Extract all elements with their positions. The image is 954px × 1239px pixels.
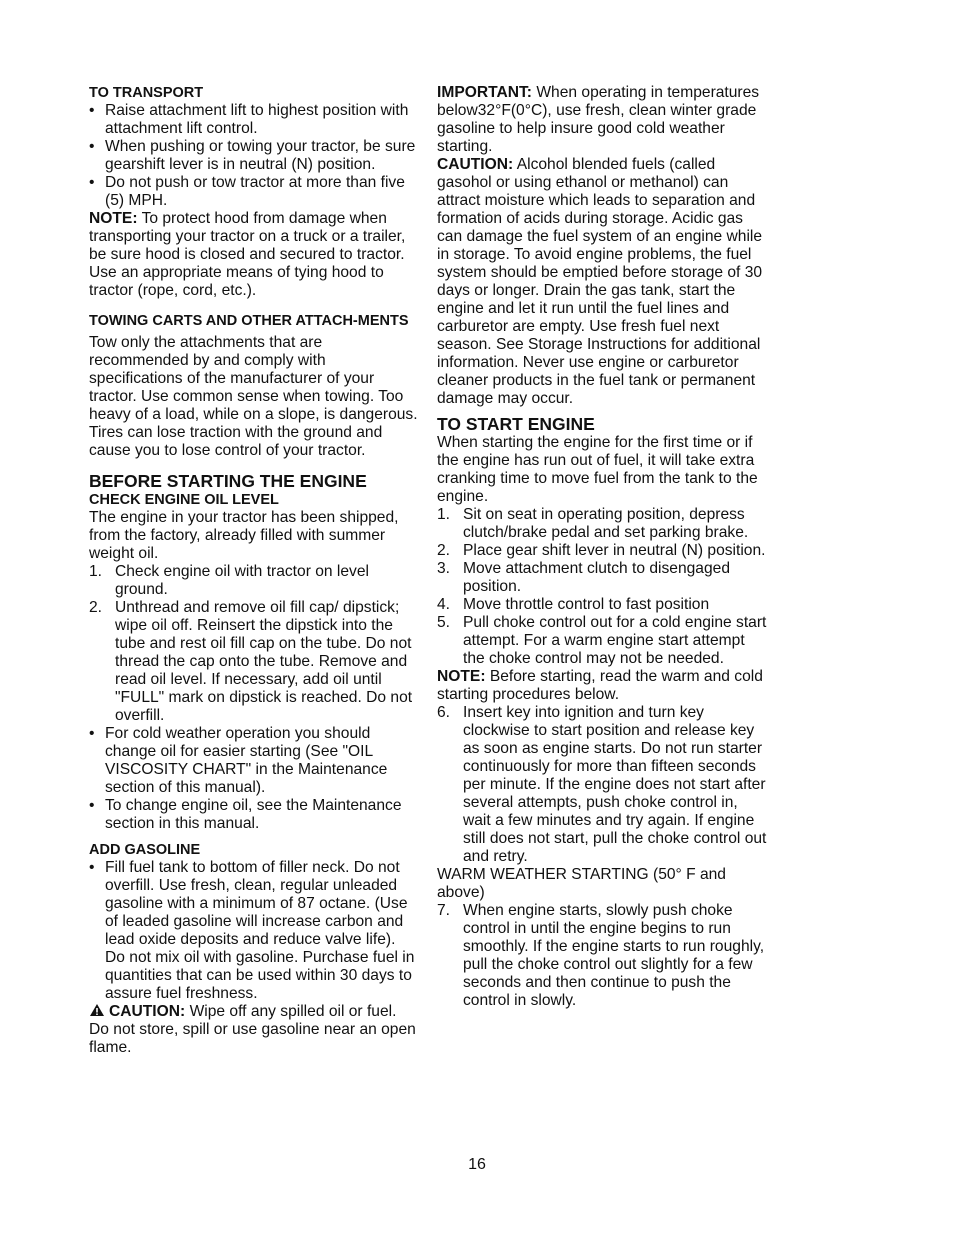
transport-bullet: • Do not push or tow tractor at more than five (5) MPH. xyxy=(89,174,405,209)
start-step: 3. Move attachment clutch to disengaged position. xyxy=(437,560,730,595)
note-label: NOTE: xyxy=(437,668,486,685)
left-column xyxy=(89,84,419,1057)
start-step: 1. Sit on seat in operating position, depress clutch/brake pedal and set parking brake. xyxy=(437,506,749,541)
oil-step: 1. Check engine oil with tractor on level ground. xyxy=(89,563,369,598)
alcohol-caution-paragraph: CAUTION: Alcohol blended fuels (called gasohol or using ethanol or methanol) can attract moisture which leads to separation and formation of acids during storage. Acidic gas can damage the fuel system of an engine while in storage. To avoid engine problems, the fuel system should be emptied before storage of 30 days or longer. Drain the gas tank, start the engine and let it run until the fuel lines and carburetor are empty. Use fresh fuel next season. See Storage Instructions for additional information. Never use engine or carburetor cleaner products in the fuel tank or permanent damage may occur. xyxy=(437,156,763,407)
add-gasoline-heading: ADD GASOLINE xyxy=(89,842,201,858)
gasoline-caution: CAUTION: Wipe off any spilled oil or fuel. Do not store, spill or use gasoline near an open flame. xyxy=(89,1003,416,1056)
before-starting-heading: BEFORE STARTING THE ENGINE xyxy=(89,471,367,491)
towing-text: Tow only the attachments that are recommended by and comply with specifications of the manufacturer of your tractor. Use common sense when towing. Too heavy of a load, while on a slope, is dangerous. Tires can lose traction with the ground and cause you to lose control of your tractor. xyxy=(89,334,418,459)
start-step: 7. When engine starts, slowly push choke control in until the engine begins to run smoothly. If the engine starts to run roughly, pull the choke control out slightly for a few seconds and then continue to push the control in slowly. xyxy=(437,902,765,1009)
oil-bullet: • To change engine oil, see the Maintenance section in this manual. xyxy=(89,797,402,832)
oil-step: 2. Unthread and remove oil fill cap/ dipstick; wipe oil off. Reinsert the dipstick into the tube and rest oil fill cap on the tube. Do not thread the cap onto the tube. Remove and read oil level. If necessary, add oil until "FULL" mark on dipstick is reached. Do not overfill. xyxy=(89,599,413,724)
towing-heading: TOWING CARTS AND OTHER ATTACH-MENTS xyxy=(89,313,409,329)
page-number: 16 xyxy=(468,1156,486,1173)
transport-bullet: • Raise attachment lift to highest position with attachment lift control. xyxy=(89,102,409,137)
start-step: 4. Move throttle control to fast position xyxy=(437,596,710,613)
start-step: 6. Insert key into ignition and turn key clockwise to start position and release key as soon as engine starts. Do not run starter continuously for more than fifteen seconds per minute. If the engine does not start after several attempts, push choke control in, wait a few minutes and try again. If engine still does not start, pull the choke control out and retry. xyxy=(437,704,767,865)
transport-bullet: • When pushing or towing your tractor, be sure gearshift lever is in neutral (N) position. xyxy=(89,138,416,173)
warning-triangle-icon xyxy=(89,1003,105,1017)
start-step: 5. Pull choke control out for a cold engine start attempt. For a warm engine start attempt the choke control may not be needed. xyxy=(437,614,767,667)
right-column xyxy=(437,84,767,1010)
transport-heading: TO TRANSPORT xyxy=(89,85,204,101)
caution-label: CAUTION: xyxy=(109,1003,186,1020)
warm-weather-heading: WARM WEATHER STARTING (50° F and above) xyxy=(437,866,726,901)
check-oil-heading: CHECK ENGINE OIL LEVEL xyxy=(89,492,279,508)
start-intro: When starting the engine for the first time or if the engine has run out of fuel, it will take extra cranking time to move fuel from the tank to the engine. xyxy=(437,434,758,505)
start-step: 2. Place gear shift lever in neutral (N) position. xyxy=(437,542,766,559)
oil-intro: The engine in your tractor has been shipped, from the factory, already filled with summer weight oil. xyxy=(89,509,399,562)
important-paragraph: IMPORTANT: When operating in temperatures below32°F(0°C), use fresh, clean winter grade gasoline to help insure good cold weather starting. xyxy=(437,84,760,155)
start-engine-heading: TO START ENGINE xyxy=(437,414,595,434)
transport-note: NOTE: To protect hood from damage when transporting your tractor on a truck or a trailer, be sure hood is closed and secured to tractor. Use an appropriate means of tying hood to tractor (rope, cord, etc.). xyxy=(89,210,406,299)
note-label: NOTE: xyxy=(89,210,138,227)
gasoline-bullet: • Fill fuel tank to bottom of filler neck. Do not overfill. Use fresh, clean, regular unleaded gasoline with a minimum of 87 octane. (Use of leaded gasoline will increase carbon and lead oxide deposits and reduce valve life). Do not mix oil with gasoline. Purchase fuel in quantities that can be used within 30 days to assure fuel freshness. xyxy=(89,859,415,1002)
oil-bullet: • For cold weather operation you should change oil for easier starting (See "OIL VISCOSITY CHART" in the Maintenance section of this manual). xyxy=(89,725,388,796)
important-label: IMPORTANT: xyxy=(437,84,532,101)
caution-label: CAUTION: xyxy=(437,156,514,173)
start-note: NOTE: Before starting, read the warm and cold starting procedures below. xyxy=(437,668,763,703)
